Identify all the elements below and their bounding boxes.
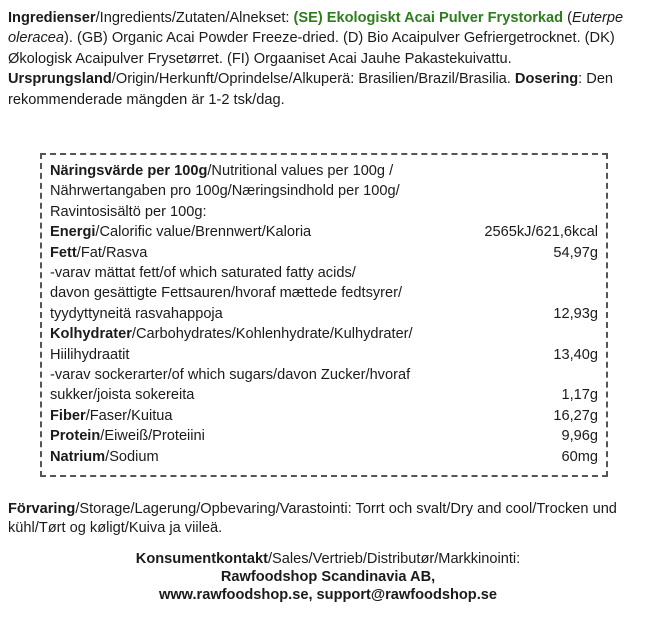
- latin-open: (: [563, 10, 572, 26]
- saturated-line-3: tyydyttyneitä rasvahappoja: [50, 305, 223, 322]
- nutrition-row-fiber: [50, 406, 598, 426]
- protein-label: Protein: [50, 428, 101, 445]
- sugars-value: 1,17g: [561, 387, 598, 404]
- nutrition-header-label: Näringsvärde per 100g: [50, 163, 208, 179]
- storage-paragraph: [8, 500, 644, 538]
- energy-label: Energi: [50, 224, 96, 241]
- storage-text: /Storage/Lagerung/Opbevaring/Varastointi: Torrt och svalt/Dry and cool/Trocken und kühl/Tørt og køligt/Kuiva ja viileä.: [8, 501, 617, 536]
- ingredients-label-translations: /Ingredients/Zutaten/Alnekset:: [95, 10, 294, 26]
- nutrition-row-fat: [50, 243, 598, 263]
- latin-name: Euterpe oleracea: [8, 10, 624, 47]
- carbohydrates-label: Kolhydrater: [50, 326, 132, 343]
- nutrition-row-carbohydrates: [50, 345, 598, 365]
- contact-block: [0, 550, 656, 604]
- origin-label: Ursprungsland: [8, 71, 112, 88]
- company-name: Rawfoodshop Scandinavia AB,: [220, 569, 436, 585]
- ingredients-paragraph: [8, 8, 644, 110]
- fiber-value: 16,27g: [553, 407, 598, 424]
- carbohydrates-translations: /Carbohydrates/Kohlenhydrate/Kulhydrater/: [131, 326, 413, 343]
- dosage-text: : Den rekommenderade mängden är 1-2 tsk/dag.: [8, 71, 614, 108]
- carbohydrates-line-1: [50, 324, 598, 344]
- ingredients-label: Ingredienser: [8, 10, 96, 26]
- carbohydrates-value: 13,40g: [553, 346, 598, 363]
- protein-translations: /Eiweiß/Proteiini: [100, 428, 205, 445]
- sodium-value: 60mg: [561, 448, 598, 465]
- contact-translations: /Sales/Vertrieb/Distributør/Markkinointi:: [267, 551, 521, 567]
- sugars-line-1: -varav sockerarter/of which sugars/davon Zucker/hvoraf: [50, 367, 411, 384]
- nutrition-row-sodium: [50, 447, 598, 467]
- nutrition-row-sugars: [50, 385, 598, 405]
- saturated-line-2: davon gesättigte Fettsauren/hvoraf mættede fedtsyrer/: [50, 285, 403, 302]
- contact-line-1: [0, 550, 656, 568]
- nutrition-row-saturated: [50, 304, 598, 324]
- saturated-value: 12,93g: [553, 305, 598, 322]
- nutrition-table: [40, 153, 608, 477]
- fat-value: 54,97g: [553, 244, 598, 261]
- sodium-label: Natrium: [50, 448, 106, 465]
- storage-label: Förvaring: [8, 501, 76, 517]
- fiber-translations: /Faser/Kuitua: [85, 407, 173, 424]
- saturated-line-1: -varav mättat fett/of which saturated fatty acids/: [50, 265, 356, 282]
- dosage-label: Dosering: [514, 71, 579, 88]
- sugars-line-2: sukker/joista sokereita: [50, 387, 195, 404]
- nutrition-row-protein: [50, 426, 598, 446]
- ingredients-translations: ). (GB) Organic Acai Powder Freeze-dried. (D) Bio Acaipulver Gefriergetrocknet. (DK) Økologisk Acaipulver Frysetørret. (FI) Orgaaniset Acai Jauhe Pakastekuivattu.: [8, 30, 615, 67]
- energy-translations: /Calorific value/Brennwert/Kaloria: [95, 224, 312, 241]
- nutrition-header-line-1: [50, 161, 598, 181]
- fat-translations: /Fat/Rasva: [76, 244, 148, 261]
- fiber-label: Fiber: [50, 407, 86, 424]
- website-and-email: www.rawfoodshop.se, support@rawfoodshop.se: [158, 587, 497, 603]
- protein-value: 9,96g: [561, 428, 598, 445]
- carbohydrates-line-2: Hiilihydraatit: [50, 346, 130, 363]
- sodium-translations: /Sodium: [105, 448, 159, 465]
- product-name-se: (SE) Ekologiskt Acai Pulver Frystorkad: [293, 10, 564, 26]
- nutrition-header-line-3: Ravintosisältö per 100g:: [50, 203, 207, 220]
- nutrition-header-line-2: Nährwertangaben pro 100g/Næringsindhold per 100g/: [50, 183, 400, 200]
- origin-text: /Origin/Herkunft/Oprindelse/Alkuperä: Brasilien/Brazil/Brasilia.: [111, 71, 515, 88]
- energy-value: 2565kJ/621,6kcal: [484, 224, 598, 241]
- nutrition-header-translations: /Nutritional values per 100g /: [207, 163, 394, 179]
- nutrition-row-energy: [50, 222, 598, 242]
- fat-label: Fett: [50, 244, 77, 261]
- contact-label: Konsumentkontakt: [135, 551, 268, 567]
